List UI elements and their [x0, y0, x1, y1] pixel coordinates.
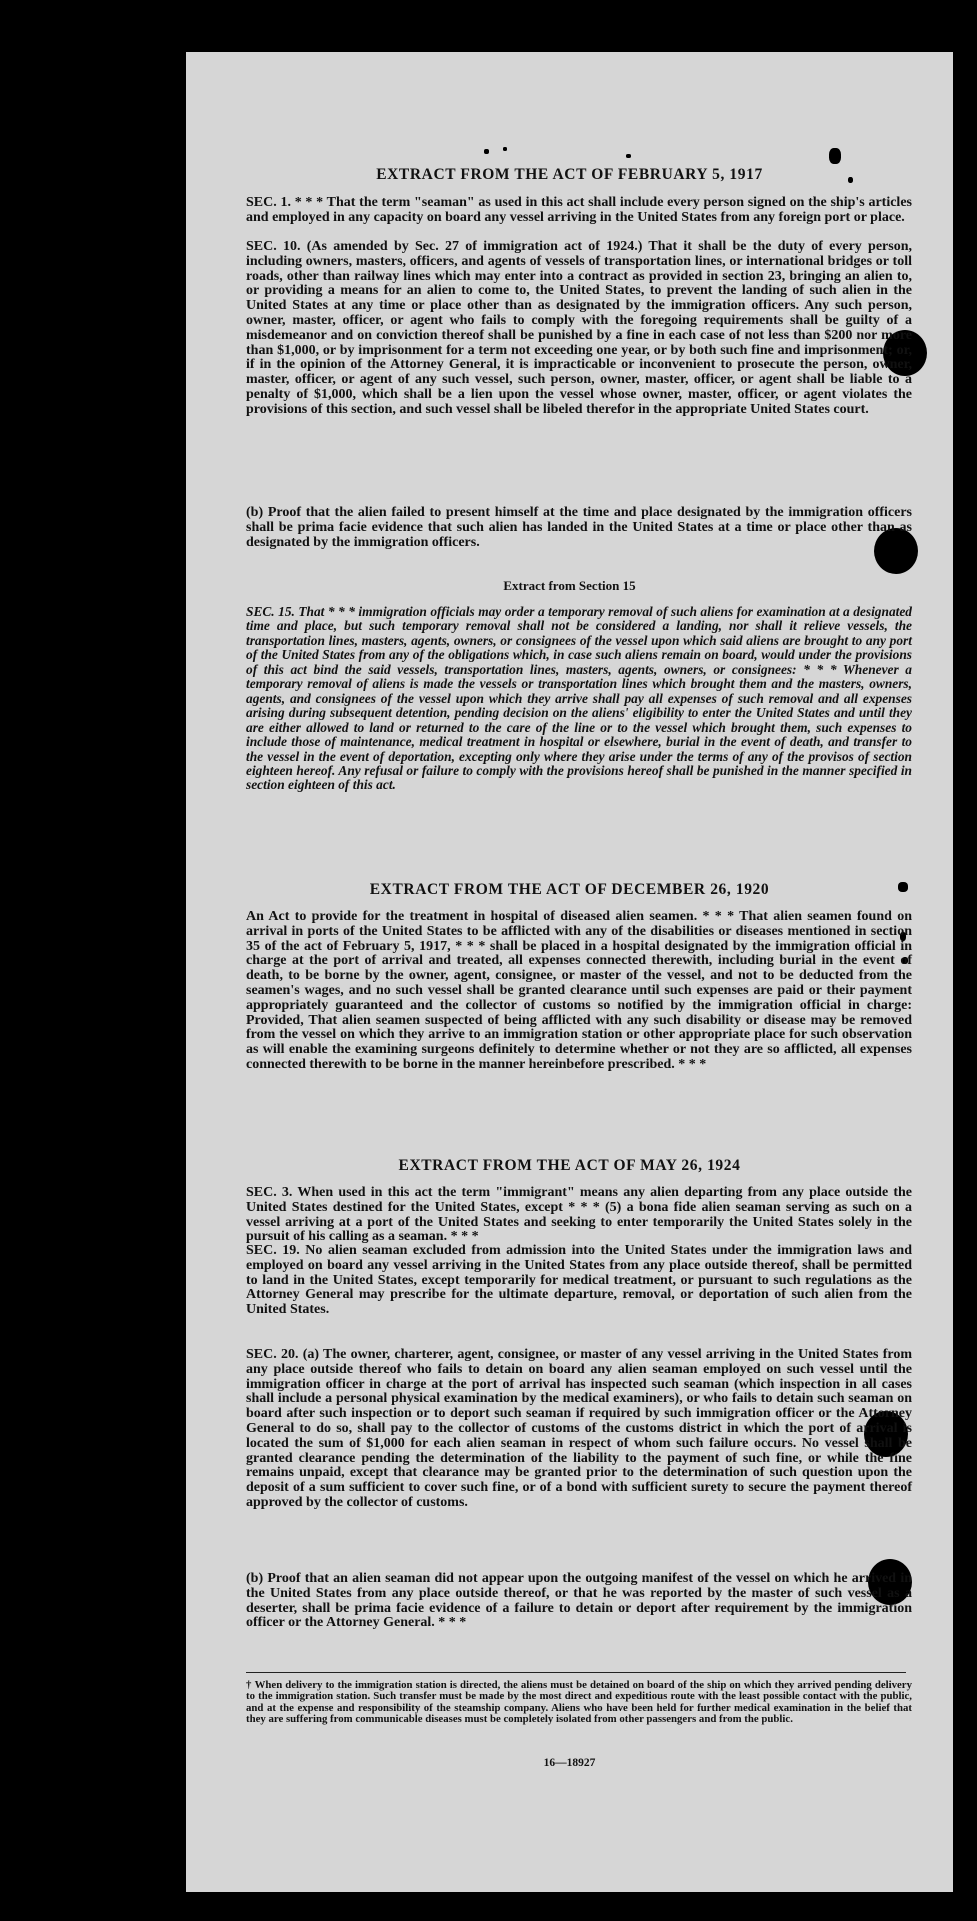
sec-10-paragraph: SEC. 10. (As amended by Sec. 27 of immigration act of 1924.) That it shall be the duty of every person, including owners, masters, officers, and agents of vessels of transportation lines, or international bridges or toll roads, other than railway lines which may enter into a contract as provided in section 23, bringing an alien to, or providing a means for an alien to come to, the United States, to prevent the landing of such alien in the United States at any time or place other than as designated by the immigration officers. Any such person, owner, master, officer, or agent who fails to comply with the foregoing requirements shall be guilty of a misdemeanor and on conviction thereof shall be punished by a fine in each case of not less than $200 nor more than $1,000, or by imprisonment for a term not exceeding one year, or by both such fine and imprisonment; or, if in the opinion of the Attorney General, it is impracticable or inconvenient to prosecute the person, owner, master, officer, or agent of any such vessel, such person, owner, master, officer, or agent shall be liable to a penalty of $1,000, which shall be a lien upon the vessel whose owner, master, officer, or agent violates the provisions of this section, and such vessel shall be libeled therefor in the appropriate United States court.	[246, 239, 912, 417]
ink-speck	[829, 148, 841, 164]
document-page	[186, 52, 953, 1892]
sec-15-paragraph: SEC. 15. That * * * immigration officials may order a temporary removal of such aliens for examination at a designated time and place, but such temporary removal shall not be considered a landing, nor shall it relieve vessels, the transportation lines, masters, agents, owners, or consignees of the vessel upon which said aliens are brought to any port of the United States from any of the obligations which, in case such aliens remain on board, would under the provisions of this act bind the said vessels, transportation lines, masters, agents, owners, or consignees: * * * Whenever a temporary removal of aliens is made the vessels or transportation lines which brought them and the masters, owners, agents, and consignees of the vessel upon which they arrive shall pay all expenses of such removal and all expenses arising during subsequent detention, pending decision on the aliens' eligibility to enter the United States and until they are either allowed to land or returned to the care of the line or to the vessel which brought them, such expenses to include those of maintenance, medical treatment in hospital or elsewhere, burial in the event of death, and transfer to the vessel in the event of deportation, excepting only where they arise under the terms of any of the provisos of section eighteen hereof. Any refusal or failure to comply with the provisions hereof shall be punished in the manner specified in section eighteen of this act.	[246, 604, 912, 793]
section-title-dec-1920: EXTRACT FROM THE ACT OF DECEMBER 26, 1920	[369, 881, 770, 898]
ink-speck	[626, 154, 631, 158]
ink-speck	[503, 147, 507, 151]
act-1920-paragraph: An Act to provide for the treatment in hospital of diseased alien seamen. * * * That alien seamen found on arrival in ports of the United States to be afflicted with any of the disabilities or diseases mentioned in section 35 of the act of February 5, 1917, * * * shall be placed in a hospital designated by the immigration official in charge at the port of arrival and treated, all expenses connected therewith, including burial in the event of death, to be borne by the owner, agent, consignee, or master of the vessel, and not to be deducted from the seamen's wages, and no such vessel shall be granted clearance until such expenses are paid or their payment appropriately guaranteed and the collector of customs so notified by the immigration official in charge: Provided, That alien seamen suspected of being afflicted with any such disability or disease may be removed from the vessel on which they arrive to an immigration station or other appropriate place for such observation as will enable the examining surgeons definitely to determine whether or not they are so afflicted, all expenses connected therewith to be borne in the manner hereinbefore prescribed. * * *	[246, 909, 912, 1072]
footnote: † When delivery to the immigration station is directed, the aliens must be detained on board of the ship on which they arrived pending delivery to the immigration station. Such transfer must be made by the most direct and expeditious route with the least possible contact with the public, and at the expense and responsibility of the steamship company. Aliens who have been held for further medical examination in the belief that they are suffering from communicable diseases must be completely isolated from other passengers and from the public.	[246, 1679, 912, 1725]
footnote-rule	[246, 1672, 906, 1673]
sec-19-paragraph: SEC. 19. No alien seaman excluded from admission into the United States under the immigration laws and employed on board any vessel arriving in the United States from any place outside thereof, shall be permitted to land in the United States, except temporarily for medical treatment, or pursuant to such regulations as the Attorney General may prescribe for the ultimate departure, removal, or deportation of such alien from the United States.	[246, 1243, 912, 1318]
section-title-feb-1917: EXTRACT FROM THE ACT OF FEBRUARY 5, 1917	[376, 166, 763, 183]
sec-3-paragraph: SEC. 3. When used in this act the term "immigrant" means any alien departing from any place outside the United States destined for the United States, except * * * (5) a bona fide alien seaman serving as such on a vessel arriving at a port of the United States and seeking to enter temporarily the United States solely in the pursuit of his calling as a seaman. * * *	[246, 1185, 912, 1245]
sec-1-paragraph: SEC. 1. * * * That the term "seaman" as used in this act shall include every person signed on the ship's articles and employed in any capacity on board any vessel arriving in the United States from any foreign port or place.	[246, 195, 912, 225]
section-title-may-1924: EXTRACT FROM THE ACT OF MAY 26, 1924	[398, 1157, 741, 1174]
section-15-subtitle: Extract from Section 15	[503, 578, 636, 593]
form-number: 16—18927	[543, 1757, 596, 1769]
sec-10-b-paragraph: (b) Proof that the alien failed to present himself at the time and place designated by the immigration officers shall be prima facie evidence that such alien has landed in the United States at a time or place other than as designated by the immigration officers.	[246, 505, 912, 550]
sec-20-b-paragraph: (b) Proof that an alien seaman did not appear upon the outgoing manifest of the vessel on which he arrived in the United States from any place outside thereof, or that he was reported by the master of such vessel as a deserter, shall be prima facie evidence of a failure to detain or deport after requirement by the immigration officer or the Attorney General. * * *	[246, 1571, 912, 1631]
sec-20-a-paragraph: SEC. 20. (a) The owner, charterer, agent, consignee, or master of any vessel arriving in the United States from any place outside thereof who fails to detain on board any alien seaman employed on such vessel until the immigration officer in charge at the port of arrival has inspected such seaman (which inspection in all cases shall include a personal physical examination by the medical examiners), or who fails to detain such seaman on board after such inspection or to deport such seaman if required by such immigration officer or the Attorney General to do so, shall pay to the collector of customs of the customs district in which the port of arrival is located the sum of $1,000 for each alien seaman in respect of whom such failure occurs. No vessel shall be granted clearance pending the determination of the liability to the payment of such fine, or while the fine remains unpaid, except that clearance may be granted prior to the determination of such question upon the deposit of a sum sufficient to cover such fine, or of a bond with sufficient surety to secure the payment thereof approved by the collector of customs.	[246, 1347, 912, 1510]
ink-speck	[484, 149, 489, 154]
